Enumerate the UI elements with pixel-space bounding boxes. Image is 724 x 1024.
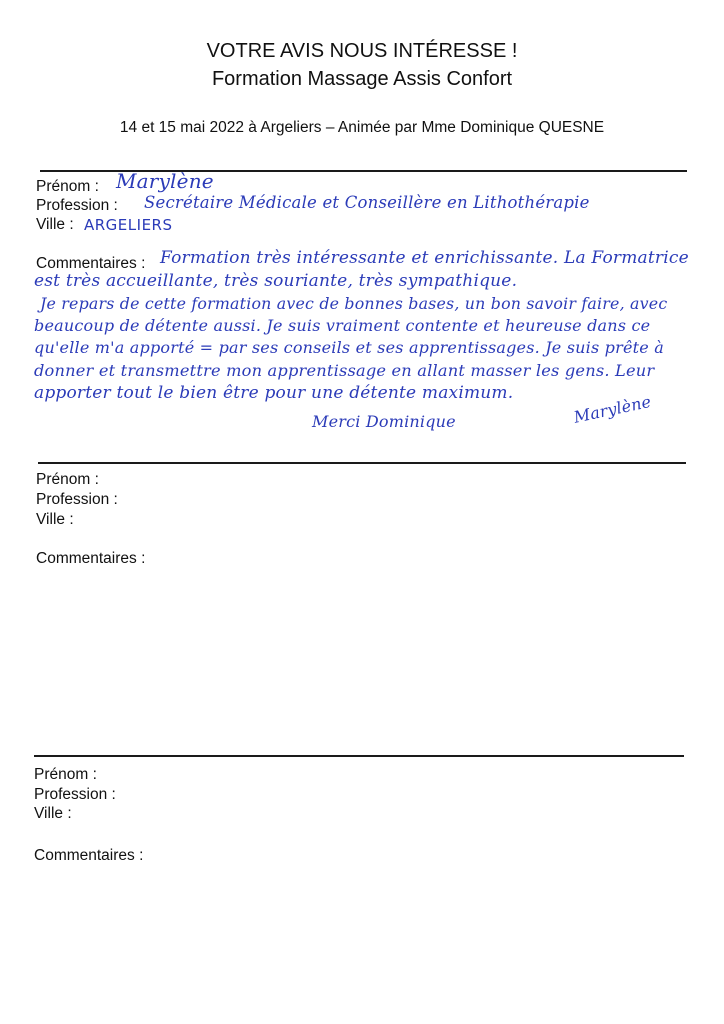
session-info: 14 et 15 mai 2022 à Argeliers – Animée par Mme Dominique QUESNE — [119, 119, 605, 136]
comment-line: qu'elle m'a apporté = par ses conseils et ses apprentissages. Je suis prête à — [34, 338, 664, 357]
comment-line: Formation très intéressante et enrichissante. La Formatrice — [160, 248, 689, 268]
prenom-handwritten: Marylène — [116, 169, 214, 193]
separator-line — [34, 755, 684, 757]
form-title: VOTRE AVIS NOUS INTÉRESSE ! — [206, 40, 518, 62]
ville-handwritten: ARGELIERS — [84, 216, 173, 234]
ville-label: Ville : — [36, 216, 74, 233]
prenom-label: Prénom : — [36, 471, 99, 488]
comment-line: apporter tout le bien être pour une détente maximum. — [34, 383, 514, 403]
comment-line: beaucoup de détente aussi. Je suis vraiment contente et heureuse dans ce — [34, 316, 651, 335]
prenom-label: Prénom : — [34, 766, 97, 783]
thanks-note: Merci Dominique — [312, 412, 456, 431]
profession-label: Profession : — [34, 786, 116, 803]
signature: Marylène — [572, 391, 653, 427]
commentaires-label: Commentaires : — [34, 847, 144, 864]
commentaires-label: Commentaires : — [36, 255, 146, 272]
ville-label: Ville : — [34, 805, 72, 822]
comment-line: est très accueillante, très souriante, très sympathique. — [34, 271, 518, 291]
profession-handwritten: Secrétaire Médicale et Conseillère en Lithothérapie — [144, 193, 590, 212]
ville-label: Ville : — [36, 511, 74, 528]
prenom-label: Prénom : — [36, 178, 99, 195]
profession-label: Profession : — [36, 197, 118, 214]
comment-line: donner et transmettre mon apprentissage en allant masser les gens. Leur — [34, 361, 655, 380]
course-name: Formation Massage Assis Confort — [211, 68, 513, 90]
commentaires-label: Commentaires : — [36, 550, 146, 567]
comment-line: Je repars de cette formation avec de bonnes bases, un bon savoir faire, avec — [40, 294, 668, 313]
profession-label: Profession : — [36, 491, 118, 508]
